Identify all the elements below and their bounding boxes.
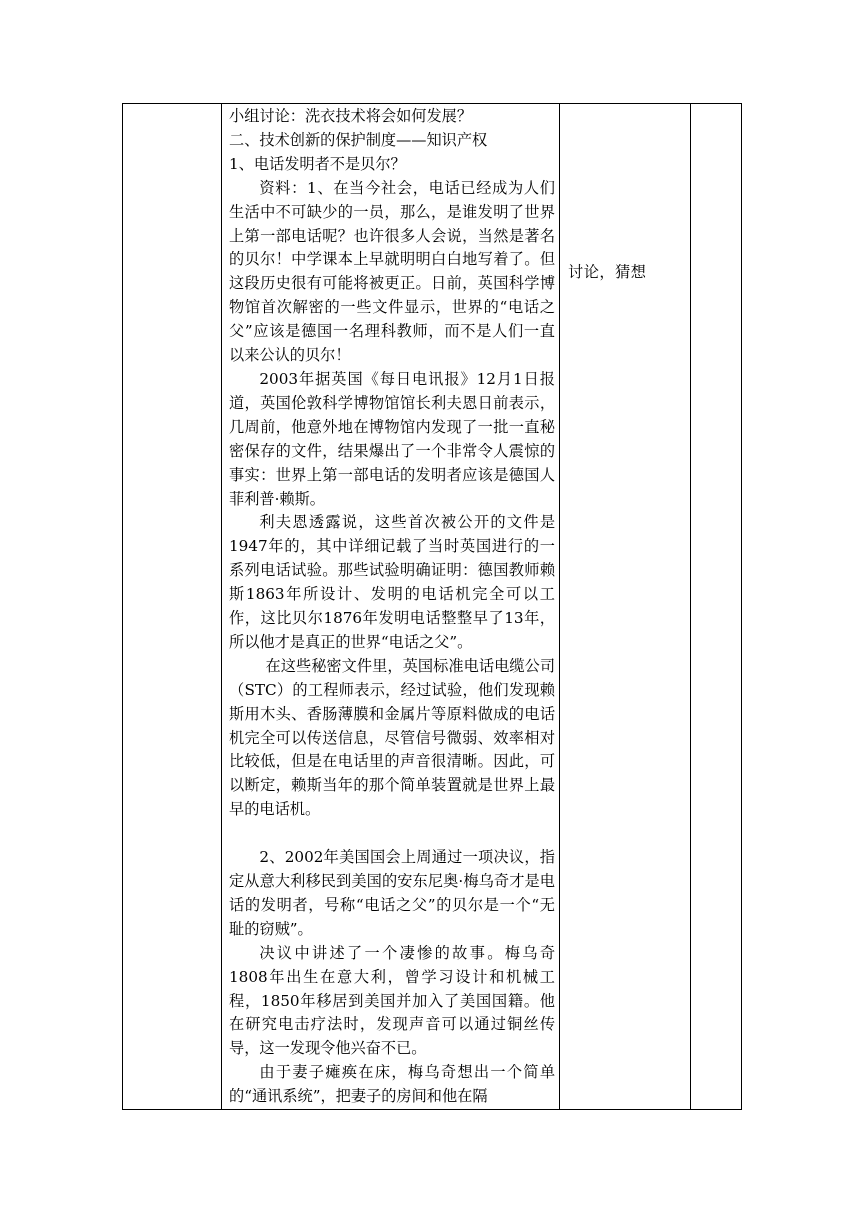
paragraph: 决议中讲述了一个凄惨的故事。梅乌奇1808年出生在意大利，曾学习设计和机械工程，1850年移居到美国并加入了美国国籍。他在研究电击疗法时，发现声音可以通过铜丝传导，这一发现令他兴奋不已。	[229, 943, 555, 1058]
paragraph: 资料：1、在当今社会，电话已经成为人们生活中不可缺少的一员，那么，是谁发明了世界上第一部电话呢？也许很多人会说，当然是著名的贝尔！中学课本上早就明明白白地写着了。但这段历史很有可能将被更正。日前，英国科学博物馆首次解密的一些文件显示，世界的“电话之父”应该是德国一名理科教师，而不是人们一直以来公认的贝尔！	[229, 178, 555, 365]
paragraph: 利夫恩透露说，这些首次被公开的文件是1947年的，其中详细记载了当时英国进行的一系列电话试验。那些试验明确证明：德国教师赖斯1863年所设计、发明的电话机完全可以工作，这比贝尔1876年发明电话整整早了13年，所以他才是真正的世界“电话之父”。	[229, 513, 555, 651]
table-cell-activity	[560, 104, 691, 1110]
paragraph: 2、2002年美国国会上周通过一项决议，指定从意大利移民到美国的安东尼奥·梅乌奇才是电话的发明者，号称“电话之父”的贝尔是一个“无耻的窃贼”。	[229, 848, 555, 938]
question-heading: 1、电话发明者不是贝尔？	[229, 154, 406, 173]
discussion-line: 小组讨论：洗衣技术将会如何发展？	[229, 107, 472, 125]
lesson-table	[122, 103, 742, 1110]
table-cell-content	[222, 104, 560, 1110]
table-cell-empty-left	[123, 104, 222, 1110]
paragraph: 在这些秘密文件里，英国标准电话电缆公司（STC）的工程师表示，经过试验，他们发现赖斯用木头、香肠薄膜和金属片等原料做成的电话机完全可以传送信息，尽管信号微弱、效率相对比较低，但是在电话里的声音很清晰。因此，可以断定，赖斯当年的那个简单装置就是世界上最早的电话机。	[229, 656, 555, 819]
paragraph: 2003年据英国《每日电讯报》12月1日报道，英国伦敦科学博物馆馆长利夫恩日前表示，几周前，他意外地在博物馆内发现了一批一直秘密保存的文件，结果爆出了一个非常令人震惊的事实：世界上第一部电话的发明者应该是德国人菲利普·赖斯。	[229, 369, 555, 508]
table-cell-empty-right	[691, 104, 742, 1110]
activity-text: 讨论，猜想	[568, 263, 647, 281]
section-title: 二、技术创新的保护制度——知识产权	[229, 130, 488, 149]
paragraph: 由于妻子瘫痪在床，梅乌奇想出一个简单的“通讯系统”，把妻子的房间和他在隔	[229, 1063, 555, 1106]
table-row	[123, 104, 742, 1110]
lesson-content	[222, 104, 559, 1109]
blank-line	[229, 822, 555, 846]
